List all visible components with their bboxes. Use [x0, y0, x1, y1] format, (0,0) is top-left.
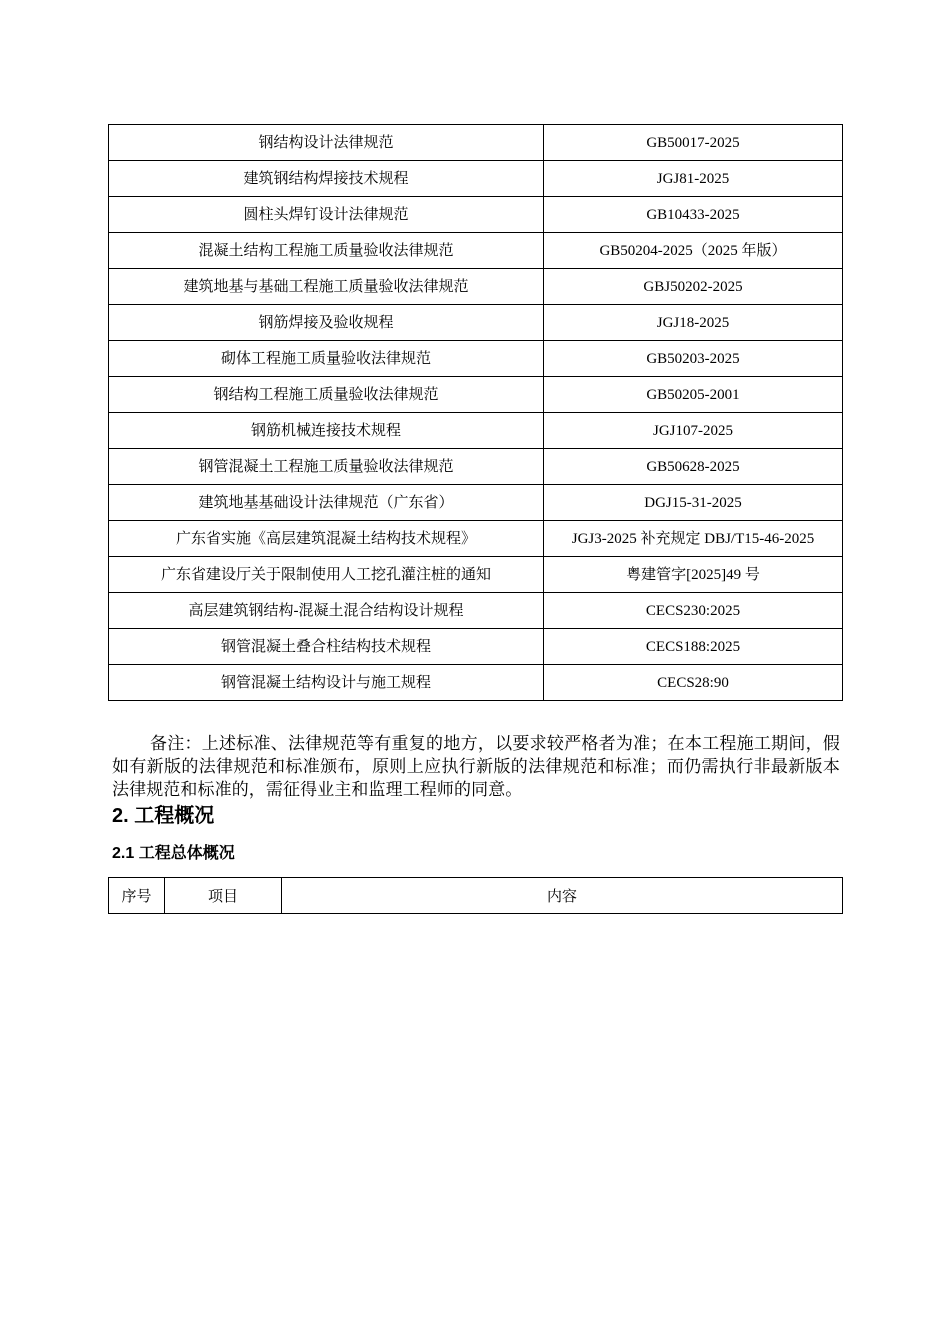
standard-code: CECS230:2025: [544, 593, 843, 629]
standard-name: 钢结构设计法律规范: [109, 125, 544, 161]
standard-code: GB50205-2001: [544, 377, 843, 413]
standard-code: JGJ81-2025: [544, 161, 843, 197]
standard-name: 广东省实施《高层建筑混凝土结构技术规程》: [109, 521, 544, 557]
table-row: [109, 665, 843, 701]
table-row: [109, 449, 843, 485]
table-row: [109, 197, 843, 233]
column-header-index: 序号: [109, 878, 165, 914]
standard-code: DGJ15-31-2025: [544, 485, 843, 521]
standard-code: JGJ3-2025 补充规定 DBJ/T15-46-2025: [544, 521, 843, 557]
table-row: [109, 521, 843, 557]
standard-code: GB10433-2025: [544, 197, 843, 233]
standard-name: 钢管混凝土叠合柱结构技术规程: [109, 629, 544, 665]
remark-paragraph: 备注：上述标准、法律规范等有重复的地方，以要求较严格者为准；在本工程施工期间，假如有新版的法律规范和标准颁布，原则上应执行新版的法律规范和标准；而仍需执行非最新版本法律规范和标准的，需征得业主和监理工程师的同意。: [112, 734, 840, 799]
standards-table: [108, 124, 843, 701]
standard-name: 钢管混凝土结构设计与施工规程: [109, 665, 544, 701]
standard-name: 钢管混凝土工程施工质量验收法律规范: [109, 449, 544, 485]
subsection-heading: 2.1 工程总体概况: [112, 845, 235, 862]
standard-code: CECS188:2025: [544, 629, 843, 665]
table-row: [109, 305, 843, 341]
table-row: [109, 233, 843, 269]
column-header-item: 项目: [165, 878, 282, 914]
standard-code: GBJ50202-2025: [544, 269, 843, 305]
table-row: [109, 485, 843, 521]
table-row: [109, 269, 843, 305]
standard-code: GB50628-2025: [544, 449, 843, 485]
standard-name: 钢筋焊接及验收规程: [109, 305, 544, 341]
standard-code: GB50204-2025（2025 年版）: [544, 233, 843, 269]
standard-code: JGJ18-2025: [544, 305, 843, 341]
table-row: [109, 377, 843, 413]
table-row: [109, 557, 843, 593]
standard-name: 建筑地基基础设计法律规范（广东省）: [109, 485, 544, 521]
table-row: [109, 593, 843, 629]
section-heading: 2. 工程概况: [112, 805, 215, 827]
standard-name: 钢结构工程施工质量验收法律规范: [109, 377, 544, 413]
table-row: [109, 161, 843, 197]
standard-code: GB50017-2025: [544, 125, 843, 161]
standard-name: 圆柱头焊钉设计法律规范: [109, 197, 544, 233]
table-row: [109, 125, 843, 161]
table-row: [109, 413, 843, 449]
overview-table: [108, 877, 843, 914]
standard-name: 高层建筑钢结构-混凝土混合结构设计规程: [109, 593, 544, 629]
standard-code: 粤建管字[2025]49 号: [544, 557, 843, 593]
standard-name: 混凝土结构工程施工质量验收法律规范: [109, 233, 544, 269]
standard-name: 建筑钢结构焊接技术规程: [109, 161, 544, 197]
column-header-content: 内容: [282, 878, 843, 914]
standard-name: 钢筋机械连接技术规程: [109, 413, 544, 449]
standard-name: 建筑地基与基础工程施工质量验收法律规范: [109, 269, 544, 305]
standard-name: 广东省建设厅关于限制使用人工挖孔灌注桩的通知: [109, 557, 544, 593]
table-header-row: [109, 878, 843, 914]
standard-name: 砌体工程施工质量验收法律规范: [109, 341, 544, 377]
standard-code: JGJ107-2025: [544, 413, 843, 449]
standard-code: GB50203-2025: [544, 341, 843, 377]
table-row: [109, 341, 843, 377]
table-row: [109, 629, 843, 665]
standard-code: CECS28:90: [544, 665, 843, 701]
